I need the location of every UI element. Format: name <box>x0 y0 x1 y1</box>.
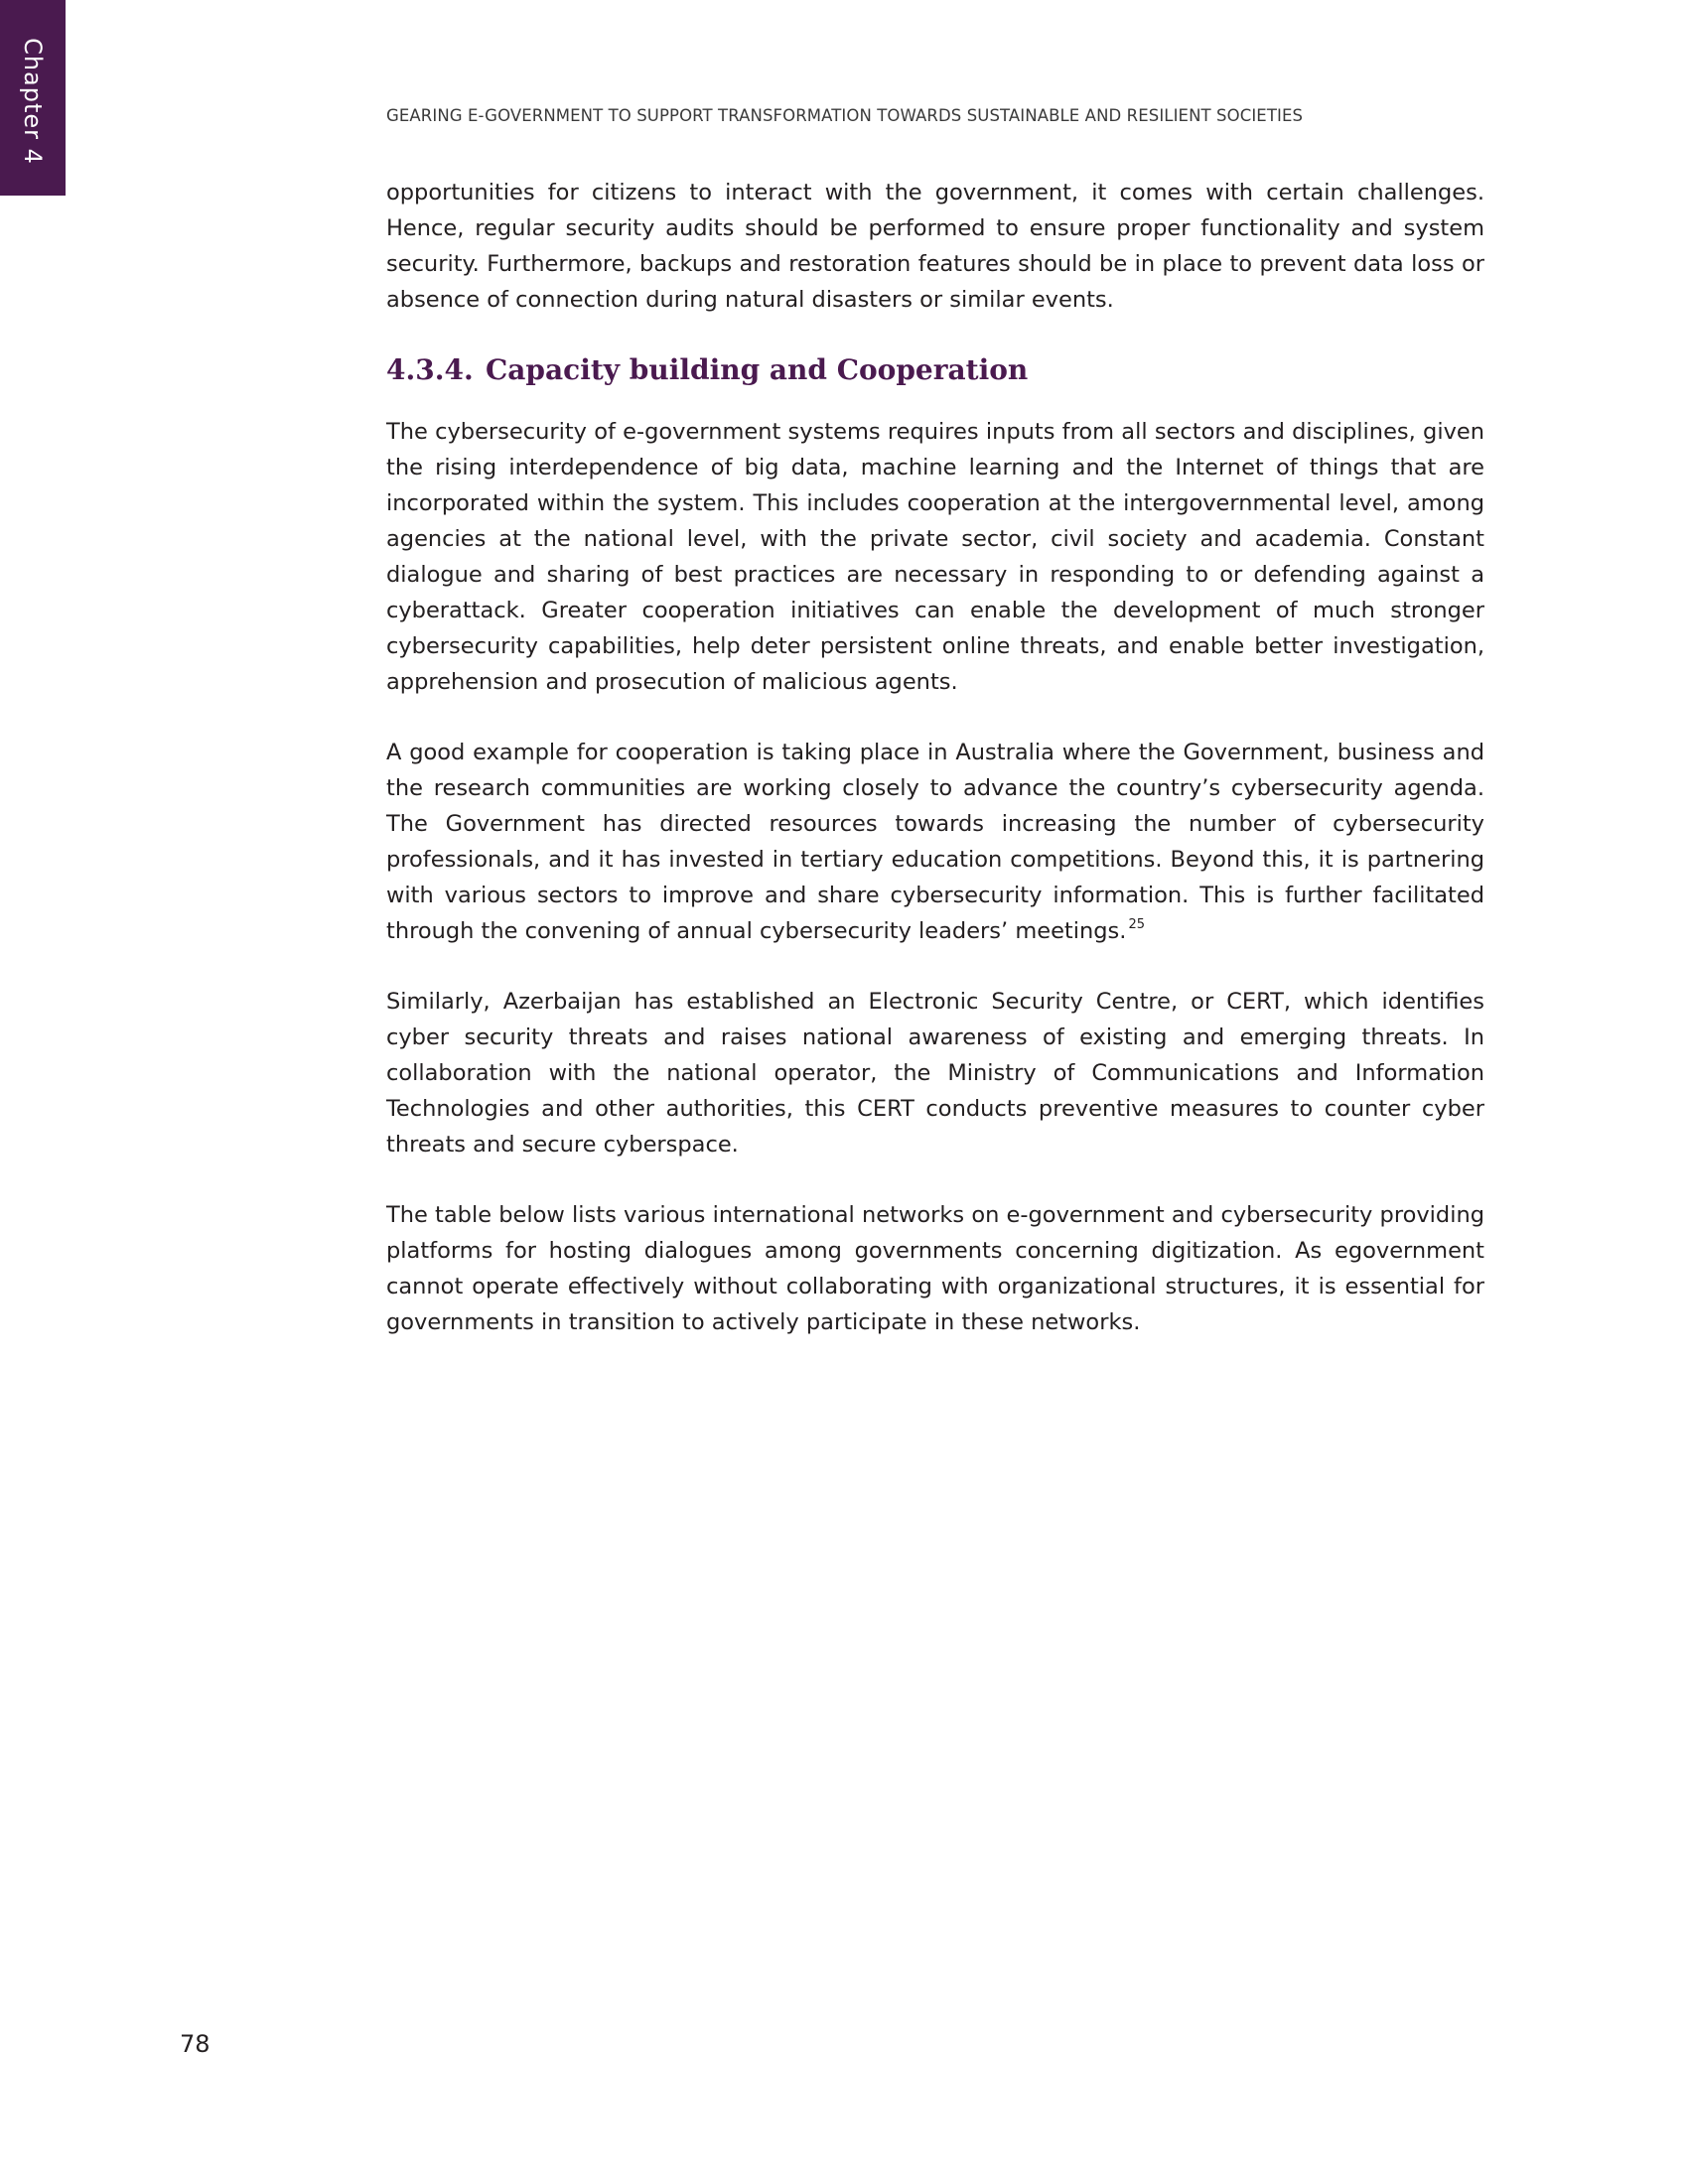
paragraph-cooperation: The cybersecurity of e-government systems requires inputs from all sectors and disciplines, given the rising interdependence of big data, machine learning and the Internet of things that are incorporated within the system. This includes cooperation at the intergovernmental level, among agencies at the national level, with the private sector, civil society and academia. Constant dialogue and sharing of best practices are necessary in responding to or defending against a cyberattack. Greater cooperation initiatives can enable the development of much stronger cybersecurity capabilities, help deter persistent online threats, and enable better investigation, apprehension and prosecution of malicious agents. <box>386 419 1484 695</box>
chapter-label: Chapter 4 <box>19 38 47 165</box>
paragraph-australia <box>386 735 1484 949</box>
paragraph-azerbaijan: Similarly, Azerbaijan has established an Electronic Security Centre, or CERT, which identifies cyber security threats and raises national awareness of existing and emerging threats. In collaboration with the national operator, the Ministry of Communications and Information Technologies and other authorities, this CERT conducts preventive measures to counter cyber threats and secure cyberspace. <box>386 989 1484 1158</box>
page-content <box>386 175 1484 1375</box>
paragraph-australia-text: A good example for cooperation is taking place in Australia where the Government, business and the research communities are working closely to advance the country’s cybersecurity agenda. The Government has directed resources towards increasing the number of cybersecurity professionals, and it has invested in tertiary education competitions. Beyond this, it is partnering with various sectors to improve and share cybersecurity information. This is further facilitated through the convening of annual cybersecurity leaders’ meetings. <box>386 740 1484 944</box>
page-number: 78 <box>180 2030 211 2058</box>
footnote-reference[interactable]: 25 <box>1128 917 1145 932</box>
section-title: Capacity building and Cooperation <box>486 353 1029 386</box>
section-number: 4.3.4. <box>386 353 474 386</box>
section-heading <box>386 350 1484 390</box>
chapter-tab <box>0 0 66 196</box>
paragraph-networks: The table below lists various international networks on e-government and cybersecurity providing platforms for hosting dialogues among governments concerning digitization. As egovernment cannot operate effectively without collaborating with organizational structures, it is essential for governments in transition to actively participate in these networks. <box>386 1202 1484 1335</box>
running-header: GEARING E-GOVERNMENT TO SUPPORT TRANSFORMATION TOWARDS SUSTAINABLE AND RESILIENT SOCIETIES <box>386 106 1304 125</box>
intro-paragraph: opportunities for citizens to interact with the government, it comes with certain challenges. Hence, regular security audits should be performed to ensure proper functionality and system security. Furthermore, backups and restoration features should be in place to prevent data loss or absence of connection during natural disasters or similar events. <box>386 180 1484 313</box>
